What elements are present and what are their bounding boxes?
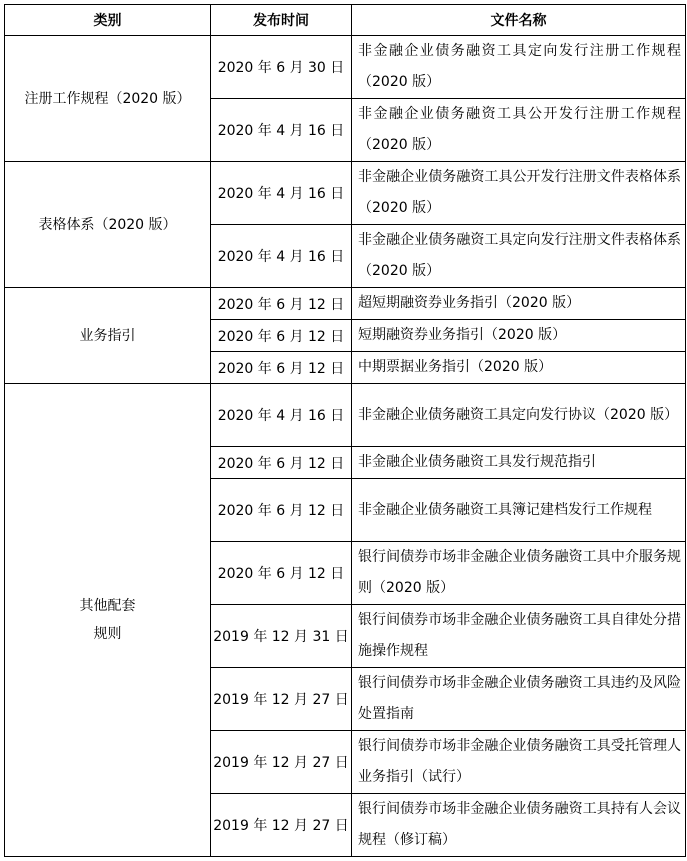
name-cell: 中期票据业务指引（2020 版） bbox=[352, 352, 686, 384]
regulation-table bbox=[4, 4, 686, 857]
category-cell: 注册工作规程（2020 版） bbox=[5, 36, 211, 162]
name-cell: 非金融企业债务融资工具定向发行注册文件表格体系（2020 版） bbox=[352, 225, 686, 288]
category-cell bbox=[5, 384, 211, 857]
name-cell: 非金融企业债务融资工具发行规范指引 bbox=[352, 447, 686, 479]
table-row bbox=[5, 384, 686, 447]
header-name: 文件名称 bbox=[352, 5, 686, 36]
header-category: 类别 bbox=[5, 5, 211, 36]
date-cell: 2020 年 4 月 16 日 bbox=[211, 225, 352, 288]
name-cell: 银行间债券市场非金融企业债务融资工具自律处分措施操作规程 bbox=[352, 605, 686, 668]
date-cell: 2020 年 6 月 12 日 bbox=[211, 320, 352, 352]
date-cell: 2020 年 4 月 16 日 bbox=[211, 162, 352, 225]
date-cell: 2019 年 12 月 27 日 bbox=[211, 668, 352, 731]
date-cell: 2020 年 6 月 12 日 bbox=[211, 288, 352, 320]
date-cell: 2020 年 6 月 12 日 bbox=[211, 352, 352, 384]
date-cell: 2020 年 4 月 16 日 bbox=[211, 99, 352, 162]
name-cell: 银行间债券市场非金融企业债务融资工具持有人会议规程（修订稿） bbox=[352, 794, 686, 857]
date-cell: 2020 年 6 月 30 日 bbox=[211, 36, 352, 99]
table-row bbox=[5, 288, 686, 320]
name-cell: 非金融企业债务融资工具定向发行协议（2020 版） bbox=[352, 384, 686, 447]
name-cell: 短期融资券业务指引（2020 版） bbox=[352, 320, 686, 352]
table-row bbox=[5, 36, 686, 99]
name-cell: 非金融企业债务融资工具簿记建档发行工作规程 bbox=[352, 479, 686, 542]
header-date: 发布时间 bbox=[211, 5, 352, 36]
name-cell: 非金融企业债务融资工具公开发行注册工作规程（2020 版） bbox=[352, 99, 686, 162]
date-cell: 2020 年 6 月 12 日 bbox=[211, 447, 352, 479]
name-cell: 非金融企业债务融资工具定向发行注册工作规程（2020 版） bbox=[352, 36, 686, 99]
name-cell: 非金融企业债务融资工具公开发行注册文件表格体系（2020 版） bbox=[352, 162, 686, 225]
category-line: 规则 bbox=[93, 626, 122, 642]
category-line: 其他配套 bbox=[79, 598, 136, 614]
date-cell: 2019 年 12 月 27 日 bbox=[211, 731, 352, 794]
category-cell: 表格体系（2020 版） bbox=[5, 162, 211, 288]
date-cell: 2019 年 12 月 27 日 bbox=[211, 794, 352, 857]
date-cell: 2020 年 6 月 12 日 bbox=[211, 479, 352, 542]
category-cell: 业务指引 bbox=[5, 288, 211, 384]
name-cell: 超短期融资券业务指引（2020 版） bbox=[352, 288, 686, 320]
header-row bbox=[5, 5, 686, 36]
name-cell: 银行间债券市场非金融企业债务融资工具中介服务规则（2020 版） bbox=[352, 542, 686, 605]
name-cell: 银行间债券市场非金融企业债务融资工具受托管理人业务指引（试行） bbox=[352, 731, 686, 794]
name-cell: 银行间债券市场非金融企业债务融资工具违约及风险处置指南 bbox=[352, 668, 686, 731]
date-cell: 2020 年 6 月 12 日 bbox=[211, 542, 352, 605]
date-cell: 2020 年 4 月 16 日 bbox=[211, 384, 352, 447]
date-cell: 2019 年 12 月 31 日 bbox=[211, 605, 352, 668]
table-row bbox=[5, 162, 686, 225]
